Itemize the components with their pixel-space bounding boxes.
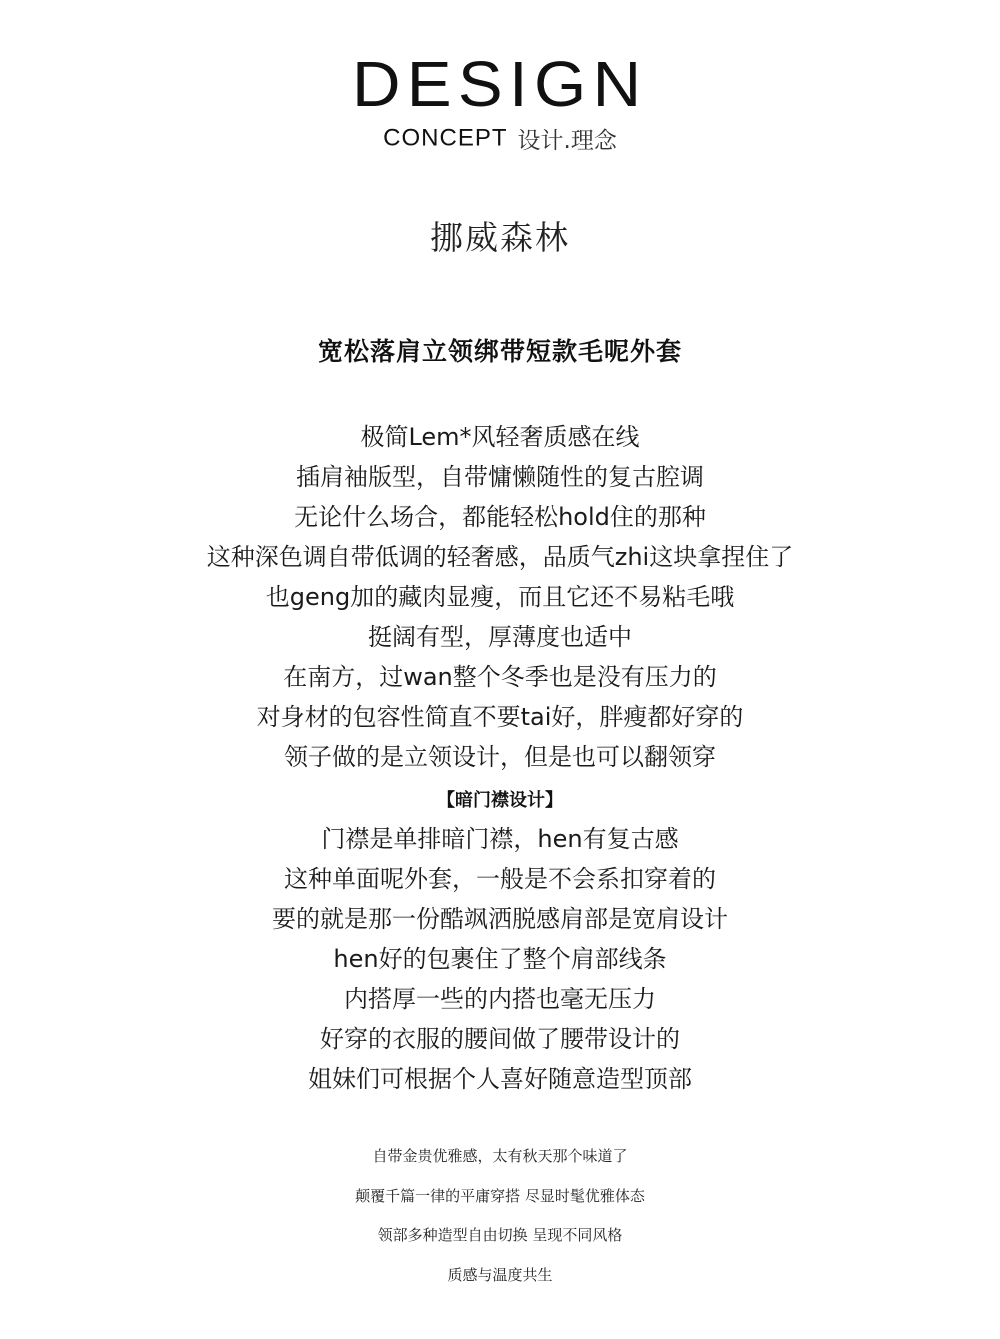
section-line: 要的就是那一份酷飒洒脱感肩部是宽肩设计: [272, 905, 728, 933]
description-line: 无论什么场合，都能轻松hold住的那种: [294, 503, 706, 531]
footer-line: 颠覆千篇一律的平庸穿搭 尽显时髦优雅体态: [355, 1186, 645, 1205]
description-line: 也geng加的藏肉显瘦，而且它还不易粘毛哦: [265, 583, 735, 611]
description-line: 对身材的包容性简直不要tai好，胖瘦都好穿的: [256, 703, 744, 731]
footer-line: 领部多种造型自由切换 呈现不同风格: [377, 1226, 623, 1244]
section-line: 好穿的衣服的腰间做了腰带设计的: [320, 1025, 680, 1053]
section-list: [0, 819, 1000, 1099]
description-list: [0, 417, 1000, 777]
description-line: 插肩袖版型，自带慵懒随性的复古腔调: [296, 463, 704, 491]
concept-english: CONCEPT: [383, 124, 508, 152]
description-line: 挺阔有型，厚薄度也适中: [368, 623, 632, 651]
footer-line: 自带金贵优雅感，太有秋天那个味道了: [372, 1147, 628, 1165]
description-line: 极简Lem*风轻奢质感在线: [360, 423, 640, 451]
product-title: 宽松落肩立领绑带短款毛呢外套: [317, 337, 682, 366]
description-line: 在南方，过wan整个冬季也是没有压力的: [283, 663, 717, 691]
section-line: 姐妹们可根据个人喜好随意造型顶部: [308, 1065, 692, 1093]
design-logo: DESIGN: [352, 48, 648, 120]
section-title-placket: 【暗门襟设计】: [437, 790, 563, 811]
footer-list: [0, 1140, 1000, 1298]
concept-chinese: 设计.理念: [517, 128, 617, 154]
footer-line: 质感与温度共生: [447, 1265, 553, 1284]
design-concept-header: [0, 48, 1000, 155]
section-line: 门襟是单排暗门襟，hen有复古感: [321, 825, 679, 853]
description-line: 领子做的是立领设计，但是也可以翻领穿: [284, 743, 716, 771]
section-line: hen好的包裹住了整个肩部线条: [333, 945, 667, 973]
concept-subtitle: [0, 122, 1000, 155]
description-line: 这种深色调自带低调的轻奢感，品质气zhi这块拿捏住了: [206, 543, 794, 571]
brand-name: 挪威森林: [430, 218, 570, 257]
section-line: 内搭厚一些的内搭也毫无压力: [344, 985, 656, 1013]
section-line: 这种单面呢外套，一般是不会系扣穿着的: [284, 865, 716, 893]
